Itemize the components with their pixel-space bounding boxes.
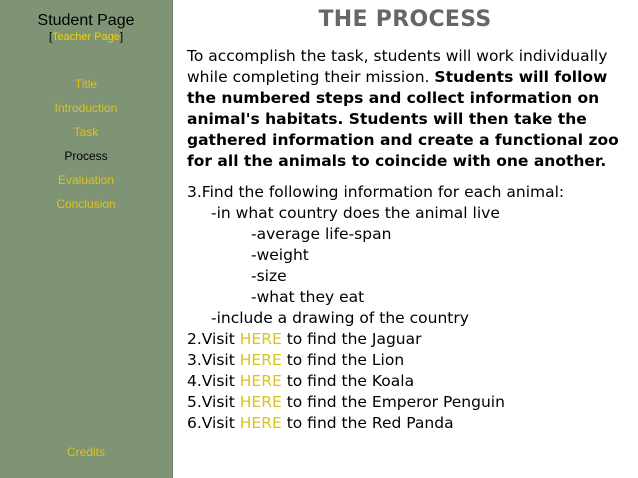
visit-suffix: to find the Red Panda [281,414,454,432]
nav-item-conclusion[interactable]: Conclusion [56,197,116,211]
sub-item-lifespan: -average life-span [251,225,392,243]
here-link-koala[interactable]: HERE [239,372,282,390]
sub-item-diet: -what they eat [251,288,365,306]
nav-item-task[interactable]: Task [73,125,99,139]
visit-suffix: to find the Emperor Penguin [281,393,505,411]
visit-step [187,350,633,371]
nav-item-introduction[interactable]: Introduction [54,101,118,115]
nav-item-evaluation[interactable]: Evaluation [57,173,115,187]
sidebar [0,0,173,478]
page-title: THE PROCESS [318,7,492,32]
visit-step [187,413,633,434]
visit-step [187,371,633,392]
sub-item-weight: -weight [251,246,309,264]
intro-bold-text: Students will follow the numbered steps and collect information on animal's habitats. Students will then take the gathered information and create a functional zoo for all the animals to coincide with one another. [187,68,619,170]
sub-item-country: -in what country does the animal live [211,204,500,222]
teacher-page-link[interactable]: Teacher Page [52,31,120,43]
step-find-info: 3.Find the following information for each animal: [187,183,565,201]
visit-prefix: 6.Visit [187,414,240,432]
here-link-red-panda[interactable]: HERE [239,414,282,432]
here-link-emperor-penguin[interactable]: HERE [239,393,282,411]
visit-step [187,392,633,413]
visit-prefix: 2.Visit [187,330,240,348]
visit-suffix: to find the Lion [281,351,405,369]
intro-plain-text: To accomplish the task, students will work individually while completing their mission. [187,47,608,86]
visit-prefix: 3.Visit [187,351,240,369]
visit-step [187,329,633,350]
teacher-page-link-wrapper [0,31,172,43]
sub-item-drawing: -include a drawing of the country [211,309,469,327]
nav-item-credits[interactable]: Credits [66,445,105,459]
nav-item-title[interactable]: Title [74,77,98,91]
intro-paragraph [187,46,633,172]
bracket-close: ] [119,31,123,43]
steps-list [187,182,633,434]
sub-item-size: -size [251,267,287,285]
bracket-open: [ [48,31,53,43]
visit-suffix: to find the Koala [281,372,415,390]
here-link-jaguar[interactable]: HERE [239,330,282,348]
visit-prefix: 4.Visit [187,372,240,390]
nav-item-process[interactable]: Process [64,149,108,163]
visit-suffix: to find the Jaguar [281,330,422,348]
here-link-lion[interactable]: HERE [239,351,282,369]
main-content [187,46,633,434]
sidebar-title: Student Page [37,12,135,29]
sidebar-nav [0,72,172,216]
visit-prefix: 5.Visit [187,393,240,411]
